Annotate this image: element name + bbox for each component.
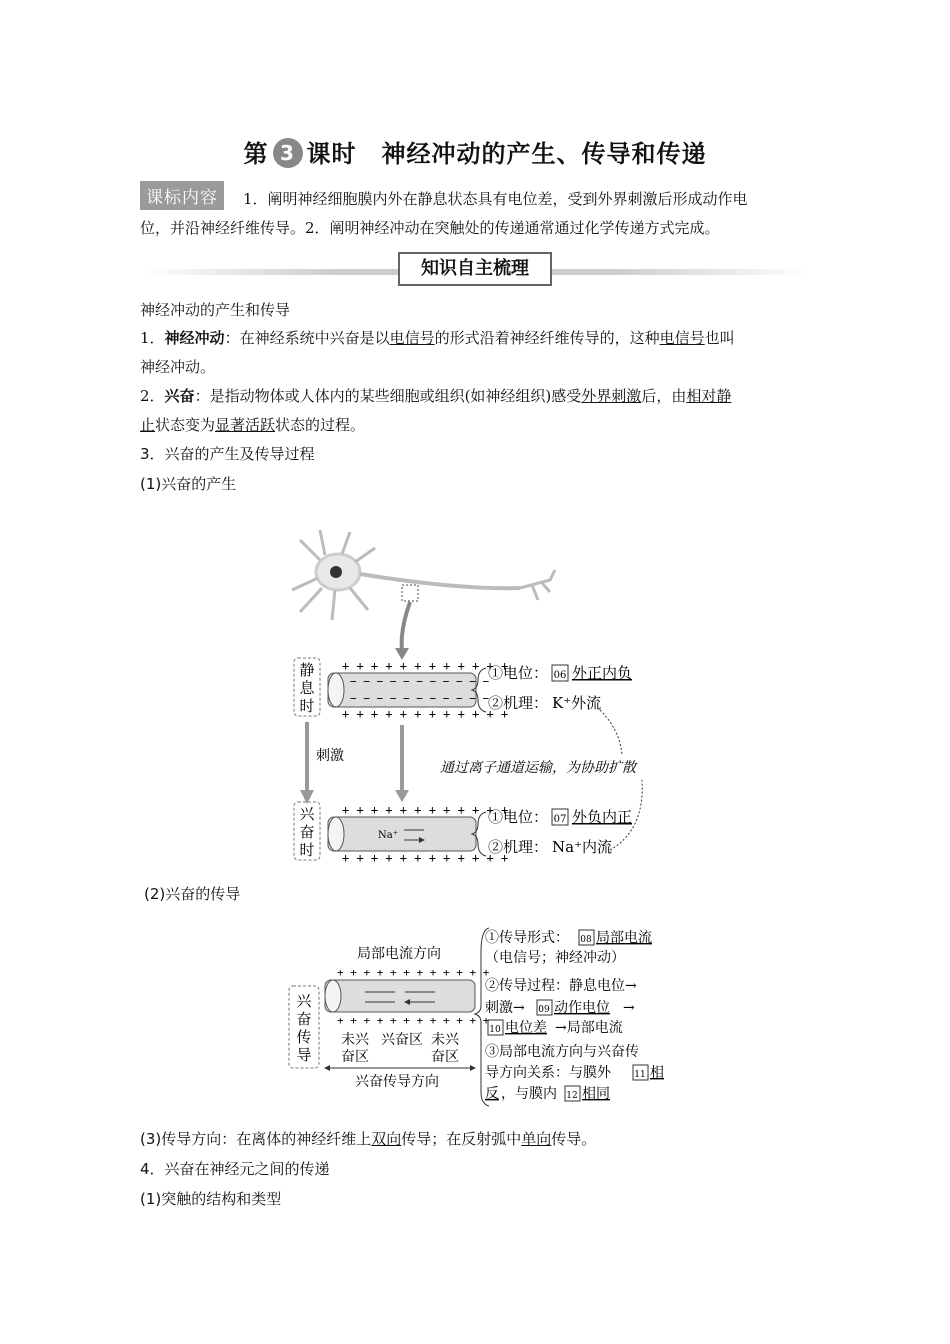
relation-text: ，与膜内 <box>501 1086 557 1102</box>
resting-label: 息 <box>299 680 315 697</box>
sodium-ion-label: Na⁺ <box>378 830 398 841</box>
text: 状态变为 <box>155 416 216 434</box>
exc-mechanism: Na⁺内流 <box>552 838 612 856</box>
text: 在神经系统中兴奋是以 <box>239 329 390 347</box>
zoom-box <box>402 585 418 601</box>
outer-charge-row: + + + + + + + + + + + + <box>342 851 509 865</box>
current-direction-label: 局部电流方向 <box>357 946 441 962</box>
conduction-label: 奋 <box>296 1011 312 1028</box>
form-label: ①传导形式： <box>485 930 569 946</box>
sub-1: (1)兴奋的产生 <box>140 475 237 493</box>
unexcited-zone-label: 未兴 <box>341 1032 369 1048</box>
fill-answer: 相对静 <box>686 387 732 405</box>
text: 是指动物体或人体内的某些细胞或组织(如神经组织)感受 <box>209 387 582 405</box>
term: 兴奋 <box>164 387 195 405</box>
rest-potential-answer: 外正内负 <box>572 664 633 682</box>
excited-label: 奋 <box>299 824 315 841</box>
excitation-generation-diagram <box>280 530 700 870</box>
heading-excitation: 神经冲动的产生和传导 <box>140 301 291 319</box>
item-2 <box>140 382 810 411</box>
process-answer: 动作电位 <box>554 1000 610 1016</box>
item-num: 2． <box>140 387 165 405</box>
excited-zone-label: 兴奋区 <box>381 1032 423 1048</box>
resting-label: 静 <box>299 662 315 679</box>
section-title: 知识自主梳理 <box>398 252 552 286</box>
answer-number: 08 <box>580 935 592 945</box>
conduction-label: 传 <box>296 1029 312 1046</box>
answer-number: 11 <box>634 1070 646 1080</box>
inner-charge-row: − − − − − − − − − − − <box>350 675 490 688</box>
fill-answer: 电信号 <box>659 329 705 347</box>
sub-4: (1)突触的结构和类型 <box>140 1190 282 1208</box>
diffusion-note: 通过离子通道运输，为协助扩散 <box>440 760 636 776</box>
item-3: 3．兴奋的产生及传导过程 <box>140 445 315 463</box>
title-text: 课时 神经冲动的产生、传导和传递 <box>306 140 707 168</box>
exc-potential-answer: 外负内正 <box>572 808 633 826</box>
outer-charge-row: + + + + + + + + + + + + <box>342 659 509 673</box>
text: 后，由 <box>641 387 687 405</box>
rest-mechanism-label: ②机理： <box>488 694 549 712</box>
form-note: （电信号；神经冲动） <box>485 950 625 966</box>
curriculum-standard-tag: 课标内容 <box>140 181 224 210</box>
item-4: 4．兴奋在神经元之间的传递 <box>140 1160 330 1178</box>
fill-answer: 双向 <box>371 1130 402 1148</box>
exc-potential-label: ①电位： <box>488 808 549 826</box>
process-text: 刺激→ <box>485 1000 525 1016</box>
item-1-cont: 神经冲动。 <box>140 358 216 376</box>
stimulus-label: 刺激 <box>316 748 344 764</box>
page-title <box>0 134 950 169</box>
answer-number: 07 <box>553 814 567 825</box>
item-num: 1． <box>140 329 165 347</box>
answer-number: 10 <box>489 1025 501 1035</box>
process-text: →局部电流 <box>555 1020 623 1036</box>
text: 传导；在反射弧中 <box>401 1130 522 1148</box>
item-1 <box>140 324 810 353</box>
rest-mechanism: K⁺外流 <box>552 694 602 712</box>
outer-charge-row: + + + + + + + + + + + + <box>337 966 490 979</box>
excited-label: 兴 <box>299 806 315 823</box>
resting-label: 时 <box>299 698 315 715</box>
relation-label: ③局部电流方向与兴奋传 <box>485 1044 639 1060</box>
conduction-diagram <box>285 922 685 1112</box>
unexcited-zone-label: 未兴 <box>431 1032 459 1048</box>
relation-text: 导方向关系：与膜外 <box>485 1065 611 1081</box>
item-2-cont <box>140 411 810 440</box>
standard-line-2: 位，并沿神经纤维传导。2．阐明神经冲动在突触处的传递通常通过化学传递方式完成。 <box>140 219 720 237</box>
answer-number: 12 <box>566 1091 578 1101</box>
colon: ： <box>194 387 210 405</box>
conduction-label: 导 <box>296 1047 312 1064</box>
outer-charge-row: + + + + + + + + + + + + <box>342 707 509 721</box>
form-answer: 局部电流 <box>596 930 652 946</box>
process-label: ②传导过程：静息电位→ <box>485 978 637 994</box>
fill-answer: 显著活跃 <box>215 416 276 434</box>
nerve-fiber <box>325 980 475 1012</box>
answer-number: 06 <box>553 670 567 681</box>
rest-potential-label: ①电位： <box>488 664 549 682</box>
process-answer: 电位差 <box>505 1020 547 1036</box>
relation-answer: 相 <box>650 1065 664 1081</box>
answer-number: 09 <box>538 1005 550 1015</box>
fill-answer: 外界刺激 <box>581 387 642 405</box>
relation-answer: 相同 <box>582 1086 610 1102</box>
fill-answer: 止 <box>140 416 156 434</box>
unexcited-zone-label: 奋区 <box>431 1049 459 1065</box>
text: (3)传导方向：在离体的神经纤维上 <box>140 1130 372 1148</box>
nucleus <box>330 566 342 578</box>
unexcited-zone-label: 奋区 <box>341 1049 369 1065</box>
relation-answer: 反 <box>485 1086 499 1102</box>
outer-charge-row: + + + + + + + + + + + + <box>337 1014 490 1027</box>
lesson-number-badge: 3 <box>273 138 303 168</box>
nerve-fiber-excited <box>328 817 476 851</box>
text: 状态的过程。 <box>275 416 366 434</box>
text: 的形式沿着神经纤维传导的，这种 <box>434 329 660 347</box>
sub-2: (2)兴奋的传导 <box>144 885 241 903</box>
inner-charge-row: − − − − − − − − − − − <box>350 692 490 705</box>
exc-mechanism-label: ②机理： <box>488 838 549 856</box>
standard-line-1: 1．阐明神经细胞膜内外在静息状态具有电位差，受到外界刺激后形成动作电 <box>243 190 748 208</box>
fill-answer: 电信号 <box>389 329 435 347</box>
arrow-text: → <box>623 1000 635 1016</box>
fill-answer: 单向 <box>521 1130 552 1148</box>
excited-label: 时 <box>299 842 315 859</box>
colon: ： <box>224 329 240 347</box>
outer-charge-row: + + + + + + + + + + + + <box>342 803 509 817</box>
conduction-direction-label: 兴奋传导方向 <box>355 1074 439 1090</box>
title-prefix: 第 <box>243 140 269 168</box>
term: 神经冲动 <box>164 329 225 347</box>
section-banner <box>140 252 810 288</box>
item-3-3 <box>140 1125 810 1154</box>
conduction-label: 兴 <box>296 993 312 1010</box>
text: 传导。 <box>551 1130 597 1148</box>
text: 也叫 <box>704 329 735 347</box>
